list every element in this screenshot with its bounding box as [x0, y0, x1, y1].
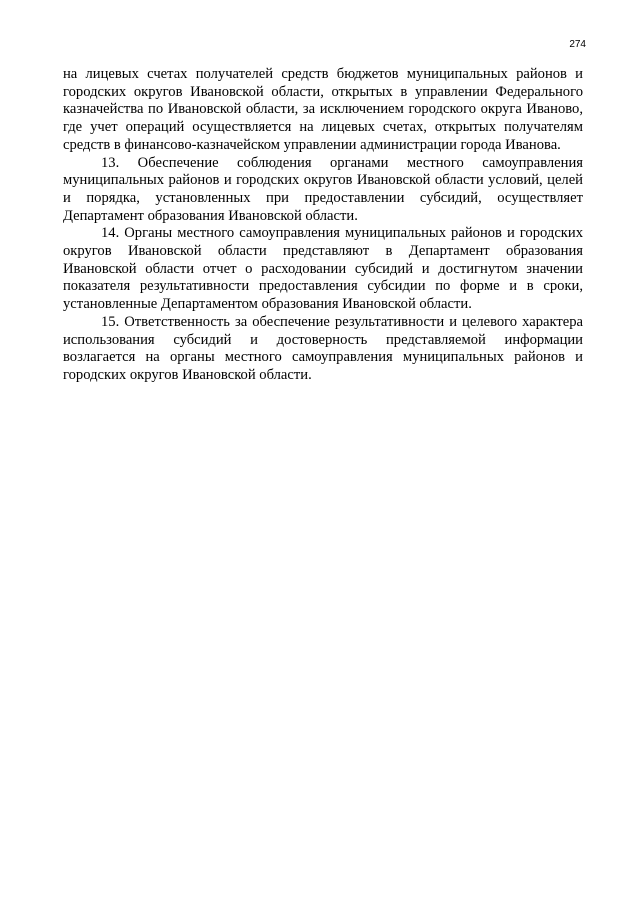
paragraph-14: 14. Органы местного самоуправления муниципальных районов и городских округов Ивановской области представляют в Департамент образования Ивановской области отчет о расходовании субсидий и достигнутом значении показателя результативности предоставления субсидии по форме и в сроки, установленные Департаментом образования Ивановской области. — [63, 225, 583, 313]
document-body — [63, 66, 583, 385]
paragraph-13: 13. Обеспечение соблюдения органами местного самоуправления муниципальных районов и городских округов Ивановской области условий, целей и порядка, установленных при предоставлении субсидий, осуществляет Департамент образования Ивановской области. — [63, 154, 583, 224]
paragraph-continuation: на лицевых счетах получателей средств бюджетов муниципальных районов и городских округов Ивановской области, открытых в управлении Федерального казначейства по Ивановской области, за исключением городского округа Иваново, где учет операций осуществляется на лицевых счетах, открытых получателям средств в финансово-казначейском управлении администрации города Иванова. — [63, 66, 583, 153]
page-number: 274 — [569, 39, 586, 50]
paragraph-15: 15. Ответственность за обеспечение результативности и целевого характера использования субсидий и достоверность представляемой информации возлагается на органы местного самоуправления муниципальных районов и городских округов Ивановской области. — [63, 313, 583, 383]
